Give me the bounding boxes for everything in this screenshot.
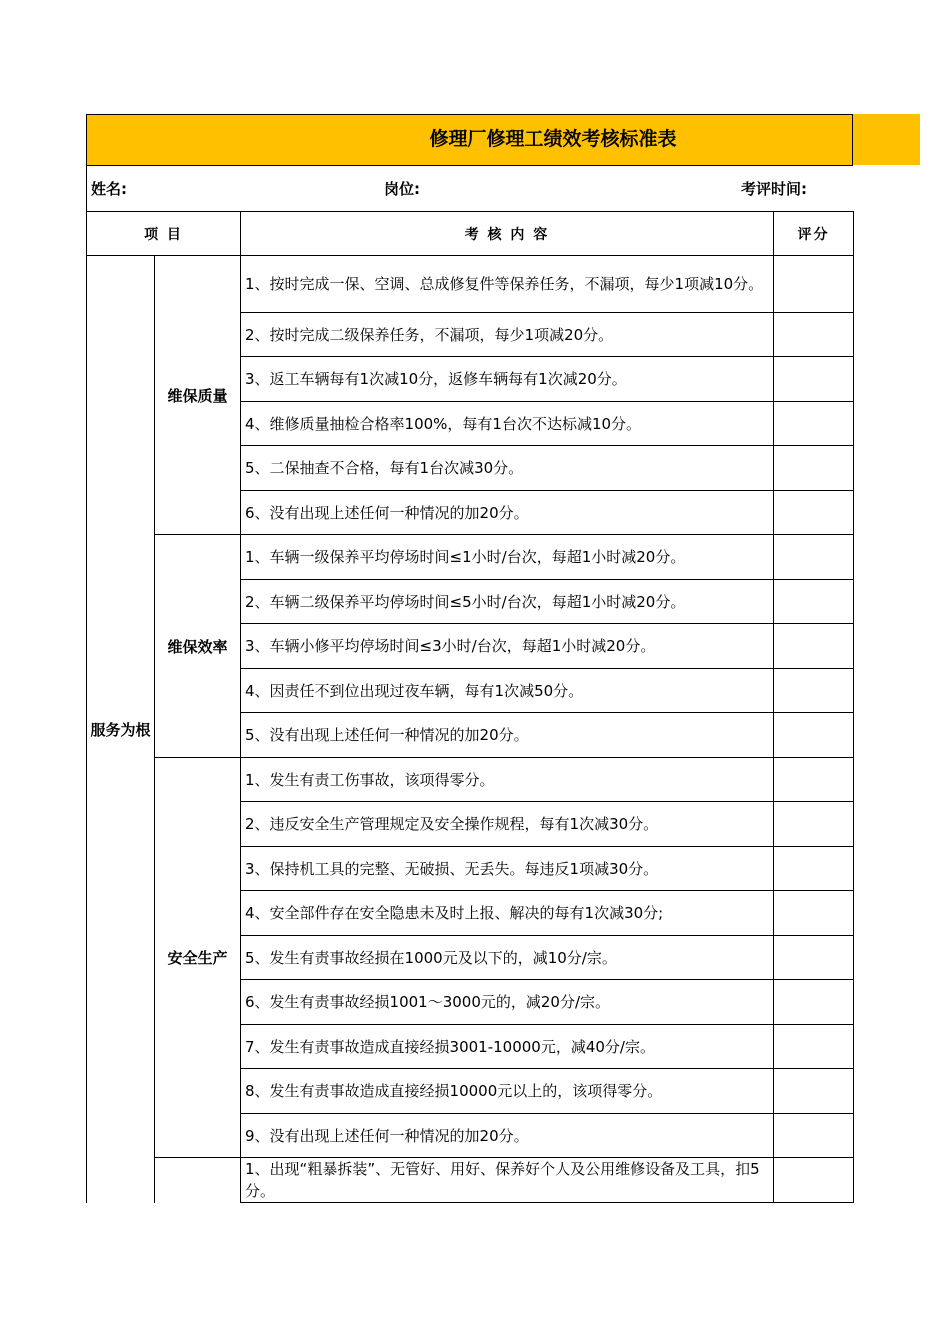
criteria-item: 1、出现“粗暴拆装”、无管好、用好、保养好个人及公用维修设备及工具，扣5分。 <box>241 1158 774 1203</box>
score-cell[interactable] <box>774 1114 854 1158</box>
score-cell[interactable] <box>774 847 854 891</box>
score-cell[interactable] <box>774 1069 854 1114</box>
score-cell[interactable] <box>774 491 854 535</box>
criteria-item: 2、违反安全生产管理规定及安全操作规程，每有1次减30分。 <box>241 802 774 847</box>
score-cell[interactable] <box>774 1158 854 1203</box>
score-cell[interactable] <box>774 891 854 936</box>
score-cell[interactable] <box>774 936 854 980</box>
score-cell[interactable] <box>774 980 854 1025</box>
score-cell[interactable] <box>774 256 854 313</box>
table-row <box>87 758 854 802</box>
score-cell[interactable] <box>774 758 854 802</box>
score-cell[interactable] <box>774 669 854 713</box>
group-name <box>155 1158 241 1203</box>
criteria-item: 3、保持机工具的完整、无破损、无丢失。每违反1项减30分。 <box>241 847 774 891</box>
date-label: 考评时间: <box>741 180 807 198</box>
score-cell[interactable] <box>774 1025 854 1069</box>
header-content: 考 核 内 容 <box>241 212 774 256</box>
score-cell[interactable] <box>774 535 854 580</box>
score-cell[interactable] <box>774 624 854 669</box>
page-title: 修理厂修理工绩效考核标准表 <box>429 128 677 150</box>
criteria-item: 3、车辆小修平均停场时间≤3小时/台次，每超1小时减20分。 <box>241 624 774 669</box>
info-row <box>86 165 853 211</box>
score-cell[interactable] <box>774 802 854 847</box>
criteria-item: 2、按时完成二级保养任务，不漏项，每少1项减20分。 <box>241 313 774 357</box>
group-name: 安全生产 <box>155 758 241 1158</box>
criteria-item: 4、安全部件存在安全隐患未及时上报、解决的每有1次减30分; <box>241 891 774 936</box>
criteria-item: 4、因责任不到位出现过夜车辆，每有1次减50分。 <box>241 669 774 713</box>
score-cell[interactable] <box>774 446 854 491</box>
table-row <box>87 535 854 580</box>
score-cell[interactable] <box>774 402 854 446</box>
criteria-item: 1、发生有责工伤事故，该项得零分。 <box>241 758 774 802</box>
table-header-row <box>87 212 854 256</box>
criteria-item: 1、按时完成一保、空调、总成修复件等保养任务，不漏项，每少1项减10分。 <box>241 256 774 313</box>
header-score: 评分 <box>774 212 854 256</box>
score-cell[interactable] <box>774 713 854 758</box>
score-cell[interactable] <box>774 357 854 402</box>
position-label: 岗位: <box>384 180 420 198</box>
group-name: 维保效率 <box>155 535 241 758</box>
criteria-item: 9、没有出现上述任何一种情况的加20分。 <box>241 1114 774 1158</box>
criteria-item: 7、发生有责事故造成直接经损3001-10000元，减40分/宗。 <box>241 1025 774 1069</box>
criteria-item: 5、没有出现上述任何一种情况的加20分。 <box>241 713 774 758</box>
criteria-item: 3、返工车辆每有1次减10分，返修车辆每有1次减20分。 <box>241 357 774 402</box>
criteria-item: 6、发生有责事故经损1001～3000元的，减20分/宗。 <box>241 980 774 1025</box>
criteria-item: 5、发生有责事故经损在1000元及以下的，减10分/宗。 <box>241 936 774 980</box>
table-row <box>87 256 854 313</box>
header-item: 项 目 <box>87 212 241 256</box>
table-row <box>87 1158 854 1203</box>
name-label: 姓名: <box>91 180 127 198</box>
criteria-item: 8、发生有责事故造成直接经损10000元以上的，该项得零分。 <box>241 1069 774 1114</box>
score-cell[interactable] <box>774 580 854 624</box>
group-name: 维保质量 <box>155 256 241 535</box>
score-cell[interactable] <box>774 313 854 357</box>
criteria-item: 2、车辆二级保养平均停场时间≤5小时/台次，每超1小时减20分。 <box>241 580 774 624</box>
criteria-item: 5、二保抽查不合格，每有1台次减30分。 <box>241 446 774 491</box>
category-cell: 服务为根 <box>87 256 155 1203</box>
assessment-table <box>86 211 854 1203</box>
criteria-item: 6、没有出现上述任何一种情况的加20分。 <box>241 491 774 535</box>
criteria-item: 4、维修质量抽检合格率100%，每有1台次不达标减10分。 <box>241 402 774 446</box>
criteria-item: 1、车辆一级保养平均停场时间≤1小时/台次，每超1小时减20分。 <box>241 535 774 580</box>
